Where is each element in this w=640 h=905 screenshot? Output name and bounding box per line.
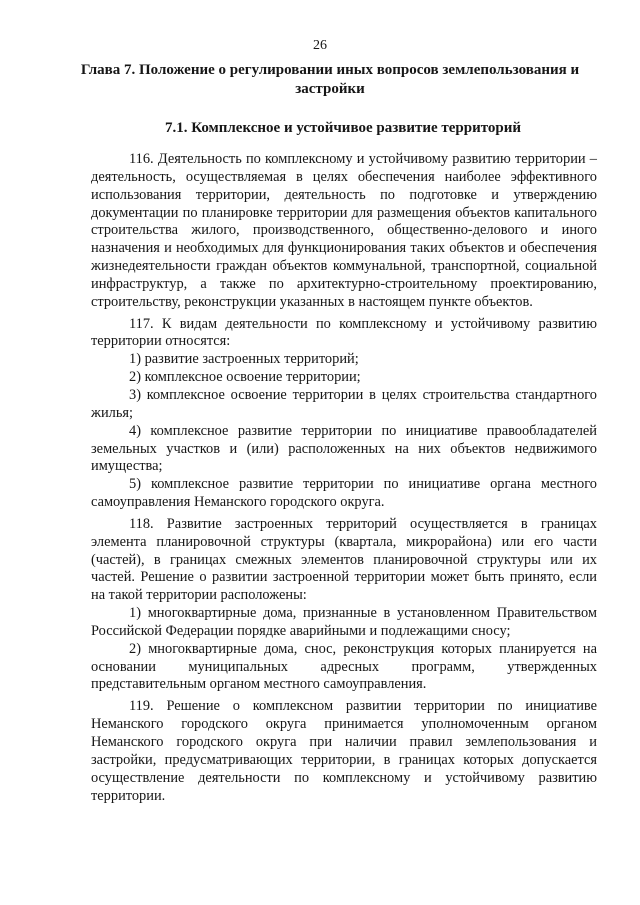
document-body (91, 151, 597, 805)
page-number: 26 (313, 38, 327, 53)
list-item-117-3: 3) комплексное освоение территории в целях строительства стандартного жилья; (91, 386, 597, 421)
paragraph-119: 119. Решение о комплексном развитии территории по инициативе Неманского городского округа принимается уполномоченным органом Неманского городского округа при наличии правил землепользования и застройки, предусматривающих территории, в границах которых допускается осуществление деятельности по комплексному и устойчивому развитию территории. (91, 698, 597, 804)
paragraph-116: 116. Деятельность по комплексному и устойчивому развитию территории – деятельность, осуществляемая в целях обеспечения наиболее эффективного использования территории, деятельность по подготовке и утверждению документации по планировке территории для размещения объектов капитального строительства жилого, производственного, общественно-делового и иного назначения и необходимых для функционирования таких объектов и обеспечения жизнедеятельности граждан объектов коммунальной, транспортной, социальной инфраструктур, а также по архитектурно-строительному проектированию, строительству, реконструкции указанных в настоящем пункте объектов. (91, 151, 597, 310)
paragraph-118: 118. Развитие застроенных территорий осуществляется в границах элемента планировочной структуры (квартала, микрорайона) или его части (частей), в границах смежных элементов планировочной структуры или их частей. Решение о развитии застроенной территории может быть принято, если на такой территории расположены: (91, 515, 597, 604)
list-item-117-5: 5) комплексное развитие территории по инициативе органа местного самоуправления Неманского городского округа. (91, 476, 597, 511)
paragraph-117: 117. К видам деятельности по комплексному и устойчивому развитию территории относятся: (91, 315, 597, 350)
list-item-118-1: 1) многоквартирные дома, признанные в установленном Правительством Российской Федерации порядке аварийными и подлежащими сносу; (91, 605, 597, 639)
section-title: 7.1. Комплексное и устойчивое развитие территорий (164, 120, 522, 136)
list-item-117-2: 2) комплексное освоение территории; (129, 369, 361, 386)
list-item-117-1: 1) развитие застроенных территорий; (129, 351, 359, 368)
chapter-title: Глава 7. Положение о регулировании иных вопросов землепользования и застройки (80, 62, 580, 97)
list-item-118-2: 2) многоквартирные дома, снос, реконструкция которых планируется на основании муниципальных адресных программ, утвержденных представительным органом местного самоуправления. (91, 640, 597, 693)
list-item-117-4: 4) комплексное развитие территории по инициативе правообладателей земельных участков и (или) расположенных на них объектов недвижимого имущества; (91, 422, 597, 475)
